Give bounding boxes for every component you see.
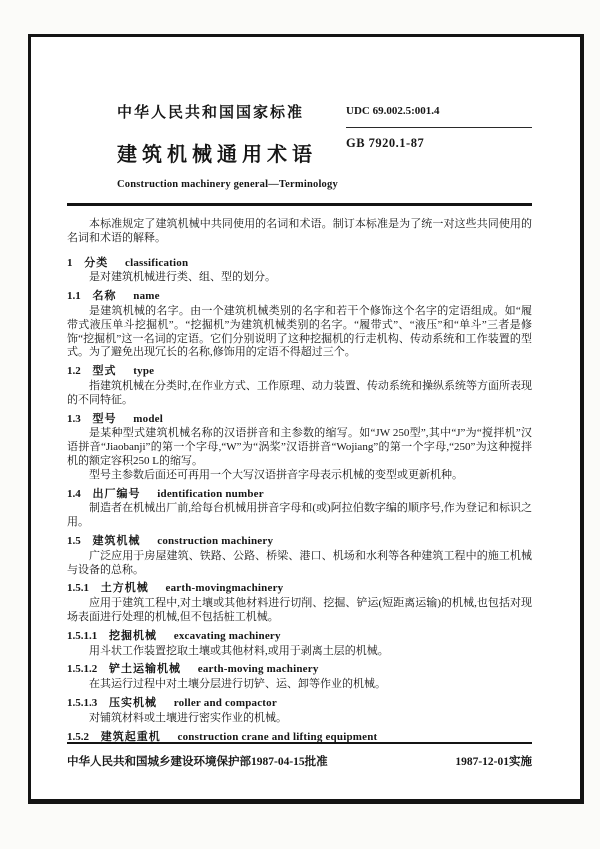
section-number: 1.5.1.1 [67, 629, 98, 642]
document-body [67, 218, 532, 744]
section-heading [67, 257, 532, 271]
section-title-en: earth-movingmachinery [165, 582, 284, 595]
standard-label: 中华人民共和国国家标准 [117, 105, 305, 121]
section-body: 用斗状工作装置挖取土壤或其他材料,或用于剥离土层的机械。 [89, 644, 389, 657]
section-body: 是某种型式建筑机械名称的汉语拼音和主参数的缩写。如“JW 250型”,其中“J”为“搅拌机”汉语拼音“Jiaobanji”的第一个字母,“W”为“涡桨”汉语拼音“Wojiang”的第一个字母,“250”为这种搅拌机的额定容积250 L的缩写。 [67, 427, 532, 467]
section-heading [67, 535, 532, 549]
section-heading [67, 488, 532, 502]
section [67, 630, 532, 659]
section-number: 1.5.1 [67, 582, 89, 595]
header-divider [67, 203, 532, 206]
section-body: 应用于建筑工程中,对土壤或其他材料进行切削、挖掘、铲运(短距离运输)的机械,也包括对现场表面进行处理的机械,但不包括桩工机械。 [67, 597, 532, 623]
section-title-zh: 铲土运输机械 [109, 663, 181, 676]
document-footer [67, 742, 532, 769]
section-body: 对铺筑材料或土壤进行密实作业的机械。 [89, 711, 287, 724]
udc-divider [346, 127, 532, 128]
implementation-date: 1987-12-01实施 [455, 756, 532, 768]
section-title-zh: 建筑起重机 [100, 730, 161, 743]
section-body: 指建筑机械在分类时,在作业方式、工作原理、动力装置、传动系统和操纵系统等方面所表现的不同特征。 [67, 379, 532, 406]
section-title-en: construction machinery [157, 534, 274, 547]
section-number: 1.4 [67, 487, 81, 500]
section-heading [67, 413, 532, 427]
page-title: 建筑机械通用术语 [117, 144, 317, 166]
section-title-zh: 名称 [92, 290, 117, 303]
section-title-zh: 型式 [92, 365, 117, 378]
section [67, 413, 532, 483]
section-heading [67, 663, 532, 677]
intro-paragraph: 本标准规定了建筑机械中共同使用的名词和术语。制订本标准是为了统一对这些共同使用的名词和术语的解释。 [67, 218, 532, 244]
section-title-zh: 型号 [92, 412, 117, 425]
section [67, 290, 532, 360]
section-heading [67, 582, 532, 596]
section-title-zh: 压实机械 [109, 696, 157, 709]
section-body: 广泛应用于房屋建筑、铁路、公路、桥梁、港口、机场和水利等各种建筑工程中的施工机械与设备的总称。 [67, 549, 532, 576]
section-heading [67, 697, 532, 711]
section-title-en: roller and compactor [173, 696, 277, 709]
footer-row [67, 753, 532, 769]
section-title-en: type [133, 365, 155, 378]
section [67, 488, 532, 530]
section-title-en: earth-moving machinery [197, 663, 319, 676]
section-title-zh: 建筑机械 [92, 534, 141, 547]
section [67, 582, 532, 624]
header-right-block [346, 101, 532, 151]
section [67, 365, 532, 407]
section-title-zh: 分类 [84, 256, 109, 269]
section-heading [67, 365, 532, 379]
section-body: 制造者在机械出厂前,给每台机械用拼音字母和(或)阿拉伯数字编的顺序号,作为登记和标识之用。 [67, 502, 532, 529]
section-number: 1.1 [67, 290, 81, 303]
section-body: 在其运行过程中对土壤分层进行切铲、运、卸等作业的机械。 [89, 678, 386, 691]
section [67, 535, 532, 577]
section-title-en: construction crane and lifting equipment [177, 730, 378, 743]
section-title-zh: 土方机械 [100, 582, 149, 595]
section [67, 663, 532, 692]
section-title-en: name [133, 290, 160, 303]
section-number: 1 [67, 256, 73, 269]
document-page [28, 34, 584, 804]
section-title-en: model [133, 412, 163, 425]
section-heading [67, 630, 532, 644]
section-number: 1.5.1.2 [67, 663, 98, 676]
section-number: 1.3 [67, 412, 81, 425]
approval-note: 中华人民共和国城乡建设环境保护部1987-04-15批准 [67, 756, 328, 768]
section [67, 697, 532, 726]
udc-number: UDC 69.002.5:001.4 [346, 105, 440, 117]
header-left-block [67, 101, 338, 190]
section-title-zh: 挖掘机械 [109, 629, 157, 642]
section-body: 是对建筑机械进行类、组、型的划分。 [89, 271, 276, 284]
footer-divider [67, 742, 532, 744]
section-title-en: classification [125, 256, 189, 269]
section-body: 型号主参数后面还可再用一个大写汉语拼音字母表示机械的变型或更新机种。 [89, 468, 463, 481]
standard-code: GB 7920.1-87 [346, 136, 425, 150]
section-heading [67, 290, 532, 304]
english-subtitle: Construction machinery general—Terminology [117, 179, 338, 190]
section-body: 是建筑机械的名字。由一个建筑机械类别的名字和若干个修饰这个名字的定语组成。如“履带式液压单斗挖掘机”。“挖掘机”为建筑机械类别的名字。“履带式”、“液压”和“单斗”三者是修饰“挖掘机”这一名词的定语。它们分别说明了这种挖掘机的行走机构、传动系统和工作装置的型式。为了避免出现冗长的名称,修饰用的定语不得超过三个。 [67, 304, 532, 359]
section-title-zh: 出厂编号 [92, 487, 141, 500]
section-number: 1.2 [67, 365, 81, 378]
section-title-en: identification number [157, 487, 264, 500]
section-title-en: excavating machinery [173, 629, 281, 642]
section-number: 1.5 [67, 534, 81, 547]
section [67, 257, 532, 286]
section-number: 1.5.1.3 [67, 696, 98, 709]
document-header [67, 101, 532, 190]
section-number: 1.5.2 [67, 730, 89, 743]
